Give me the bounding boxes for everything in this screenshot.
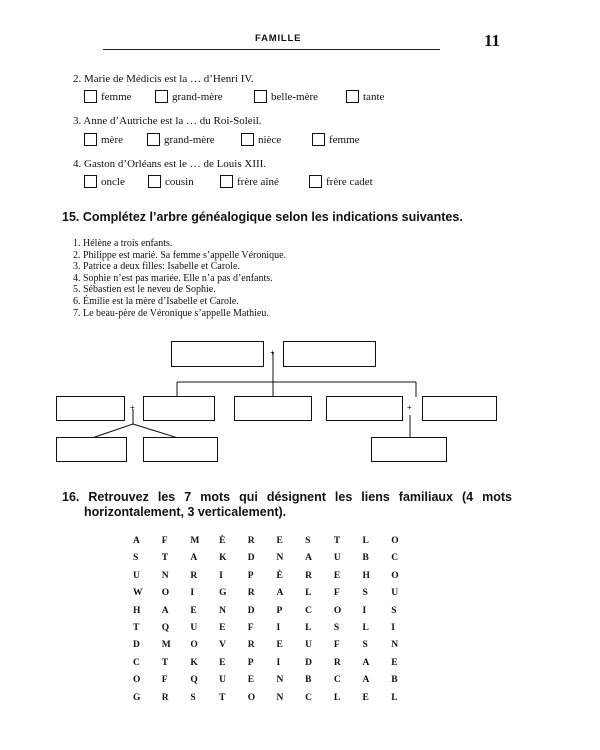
grid-letter[interactable]: B xyxy=(305,675,312,686)
instruction-line: 6. Émilie est la mère d’Isabelle et Carole. xyxy=(73,295,239,307)
grid-letter[interactable]: V xyxy=(219,640,226,651)
grid-letter[interactable]: E xyxy=(276,640,283,651)
grid-letter[interactable]: B xyxy=(362,553,369,564)
tree-plus-grandparents: + xyxy=(270,348,275,357)
q3-option-grand-mere[interactable]: grand-mère xyxy=(147,133,215,146)
grid-letter[interactable]: A xyxy=(362,657,370,668)
grid-letter[interactable]: N xyxy=(161,570,169,581)
grid-letter[interactable]: E xyxy=(219,657,226,668)
grid-row xyxy=(133,606,420,623)
grid-letter[interactable]: F xyxy=(333,588,340,599)
tree-box-child-3[interactable] xyxy=(326,396,403,421)
grid-letter[interactable]: L xyxy=(362,622,369,633)
question-2-text: 2. Marie de Médicis est la … d’Henri IV. xyxy=(73,73,254,85)
grid-letter[interactable]: I xyxy=(391,622,395,633)
q2-option-belle-mere[interactable]: belle-mère xyxy=(254,90,318,103)
grid-letter[interactable]: N xyxy=(276,692,284,703)
grid-letter[interactable]: O xyxy=(161,588,170,599)
grid-letter[interactable]: P xyxy=(247,657,254,668)
grid-letter[interactable]: S xyxy=(190,692,196,703)
grid-letter[interactable]: S xyxy=(362,588,368,599)
grid-letter[interactable]: E xyxy=(190,605,197,616)
tree-box-grandchild-1[interactable] xyxy=(56,437,127,462)
grid-letter[interactable]: O xyxy=(133,675,141,686)
grid-row xyxy=(133,553,420,570)
grid-letter[interactable]: D xyxy=(247,605,255,616)
grid-letter[interactable]: A xyxy=(362,675,370,686)
grid-letter[interactable]: U xyxy=(333,553,341,564)
grid-letter[interactable]: G xyxy=(219,588,227,599)
grid-row xyxy=(133,588,420,605)
grid-letter[interactable]: C xyxy=(133,657,140,668)
grid-letter[interactable]: B xyxy=(391,675,398,686)
grid-letter[interactable]: H xyxy=(362,570,370,581)
grid-letter[interactable]: I xyxy=(219,570,223,581)
grid-letter[interactable]: L xyxy=(362,536,369,546)
grid-letter[interactable]: L xyxy=(333,692,341,703)
grid-letter[interactable]: F xyxy=(333,640,340,651)
grid-letter[interactable]: T xyxy=(161,657,169,668)
grid-letter[interactable]: U xyxy=(391,588,399,599)
grid-letter[interactable]: T xyxy=(161,553,169,564)
instruction-line: 4. Sophie n’est pas mariée. Elle n’a pas d’enfants. xyxy=(73,272,273,284)
q4-option-frere-cadet[interactable]: frère cadet xyxy=(309,175,373,188)
grid-letter[interactable]: R xyxy=(247,640,255,651)
grid-letter[interactable]: F xyxy=(161,536,168,546)
grid-letter[interactable]: I xyxy=(276,622,281,633)
exercise-16-title-line-2: horizontalement, 3 verticalement). xyxy=(84,505,287,519)
grid-letter[interactable]: W xyxy=(133,588,143,599)
grid-letter[interactable]: D xyxy=(305,657,312,668)
grid-letter[interactable]: C xyxy=(305,692,312,703)
grid-letter[interactable]: H xyxy=(133,605,141,616)
grid-letter[interactable]: I xyxy=(276,657,281,668)
grid-row xyxy=(133,675,420,692)
grid-letter[interactable]: E xyxy=(362,692,369,703)
grid-letter[interactable]: È xyxy=(219,536,226,546)
q4-option-frere-aine[interactable]: frère aîné xyxy=(220,175,279,188)
instruction-line: 2. Philippe est marié. Sa femme s’appelle Véronique. xyxy=(73,249,287,261)
grid-letter[interactable]: S xyxy=(362,640,368,651)
grid-letter[interactable]: T xyxy=(333,536,341,546)
grid-letter[interactable]: C xyxy=(391,553,399,564)
tree-box-spouse-3[interactable] xyxy=(422,396,497,421)
grid-letter[interactable]: R xyxy=(333,657,341,668)
grid-row xyxy=(133,693,420,710)
tree-box-grandparent-1[interactable] xyxy=(171,341,264,367)
grid-letter[interactable]: S xyxy=(391,605,397,616)
question-3-text: 3. Anne d’Autriche est la … du Roi-Soleil. xyxy=(73,115,262,127)
grid-row xyxy=(133,536,420,553)
exercise-15-title: 15. Complétez l’arbre généalogique selon les indications suivantes. xyxy=(62,210,463,224)
grid-letter[interactable]: K xyxy=(190,657,198,668)
grid-row xyxy=(133,640,420,657)
tree-plus-child-1: + xyxy=(130,403,135,412)
grid-letter[interactable]: A xyxy=(305,553,312,564)
grid-letter[interactable]: O xyxy=(391,536,399,546)
grid-letter[interactable]: U xyxy=(305,640,312,651)
grid-letter[interactable]: M xyxy=(161,640,171,651)
grid-letter[interactable]: O xyxy=(333,605,342,616)
tree-box-grandparent-2[interactable] xyxy=(283,341,376,367)
grid-letter[interactable]: L xyxy=(391,692,398,703)
grid-row xyxy=(133,658,420,675)
grid-letter[interactable]: T xyxy=(219,692,226,703)
grid-letter[interactable]: Q xyxy=(190,675,198,686)
grid-letter[interactable]: C xyxy=(333,675,341,686)
grid-letter[interactable]: U xyxy=(190,622,198,633)
q4-option-oncle[interactable]: oncle xyxy=(84,175,125,188)
grid-letter[interactable]: S xyxy=(305,536,311,546)
grid-letter[interactable]: G xyxy=(133,692,141,703)
instruction-line: 1. Hélène a trois enfants. xyxy=(73,238,173,249)
grid-letter[interactable]: O xyxy=(247,692,256,703)
grid-letter[interactable]: F xyxy=(247,622,254,633)
tree-box-spouse-1[interactable] xyxy=(143,396,215,421)
grid-letter[interactable]: E xyxy=(391,657,398,668)
q3-option-femme[interactable]: femme xyxy=(312,133,360,146)
tree-box-grandchild-2[interactable] xyxy=(143,437,218,462)
grid-letter[interactable]: C xyxy=(305,605,312,616)
q3-option-mere[interactable]: mère xyxy=(84,133,123,146)
instruction-line: 3. Patrice a deux filles: Isabelle et Carole. xyxy=(73,261,240,273)
grid-letter[interactable]: O xyxy=(391,570,399,581)
grid-letter[interactable]: R xyxy=(190,570,198,581)
grid-letter[interactable]: N xyxy=(219,605,226,616)
question-4-text: 4. Gaston d’Orléans est le … de Louis XIII. xyxy=(73,158,267,170)
grid-letter[interactable]: P xyxy=(276,605,283,616)
grid-letter[interactable]: I xyxy=(190,588,195,599)
grid-letter[interactable]: E xyxy=(219,622,226,633)
grid-letter[interactable]: N xyxy=(276,675,284,686)
running-header: FAMILLE xyxy=(255,33,302,44)
instruction-line: 7. Le beau-père de Véronique s’appelle Mathieu. xyxy=(73,307,269,319)
tree-box-child-1[interactable] xyxy=(56,396,125,421)
grid-letter[interactable]: D xyxy=(133,640,140,651)
grid-letter[interactable]: A xyxy=(276,588,284,599)
grid-letter[interactable]: A xyxy=(161,605,169,616)
q2-option-tante[interactable]: tante xyxy=(346,90,384,103)
grid-letter[interactable]: M xyxy=(190,536,200,546)
grid-letter[interactable]: U xyxy=(133,570,140,581)
q2-option-femme[interactable]: femme xyxy=(84,90,132,103)
q3-option-niece[interactable]: nièce xyxy=(241,133,281,146)
exercise-16-title-line-1: 16. Retrouvez les 7 mots qui désignent les liens familiaux (4 mots xyxy=(62,490,512,504)
grid-letter[interactable]: U xyxy=(219,675,226,686)
grid-letter[interactable]: R xyxy=(247,588,255,599)
grid-letter[interactable]: L xyxy=(305,588,312,599)
q2-option-grand-mere[interactable]: grand-mère xyxy=(155,90,223,103)
grid-row xyxy=(133,623,420,640)
grid-letter[interactable]: R xyxy=(247,536,255,546)
grid-letter[interactable]: R xyxy=(161,692,169,703)
grid-letter[interactable]: O xyxy=(190,640,198,651)
grid-letter[interactable]: S xyxy=(133,553,139,564)
grid-letter[interactable]: K xyxy=(219,553,227,564)
grid-letter[interactable]: N xyxy=(276,553,284,564)
grid-letter[interactable]: D xyxy=(247,553,255,564)
q4-option-cousin[interactable]: cousin xyxy=(148,175,194,188)
tree-plus-child-3: + xyxy=(407,403,412,412)
grid-letter[interactable]: È xyxy=(276,570,283,581)
grid-letter[interactable]: F xyxy=(161,675,168,686)
grid-letter[interactable]: S xyxy=(333,622,340,633)
grid-letter[interactable]: E xyxy=(333,570,341,581)
grid-letter[interactable]: A xyxy=(190,553,198,564)
grid-letter[interactable]: E xyxy=(276,536,283,546)
instruction-line: 5. Sébastien est le neveu de Sophie. xyxy=(73,284,216,296)
grid-letter[interactable]: P xyxy=(247,570,254,581)
grid-letter[interactable]: Q xyxy=(161,622,170,633)
grid-letter[interactable]: L xyxy=(305,622,312,633)
grid-letter[interactable]: I xyxy=(362,605,367,616)
grid-letter[interactable]: A xyxy=(133,536,140,546)
page-number: 11 xyxy=(484,31,501,50)
grid-letter[interactable]: N xyxy=(391,640,399,651)
grid-letter[interactable]: E xyxy=(247,675,255,686)
tree-box-grandchild-3[interactable] xyxy=(371,437,447,462)
tree-box-child-2[interactable] xyxy=(234,396,312,421)
grid-row xyxy=(133,571,420,588)
grid-letter[interactable]: R xyxy=(305,570,312,581)
grid-letter[interactable]: T xyxy=(133,622,140,633)
word-search-grid xyxy=(133,536,420,710)
